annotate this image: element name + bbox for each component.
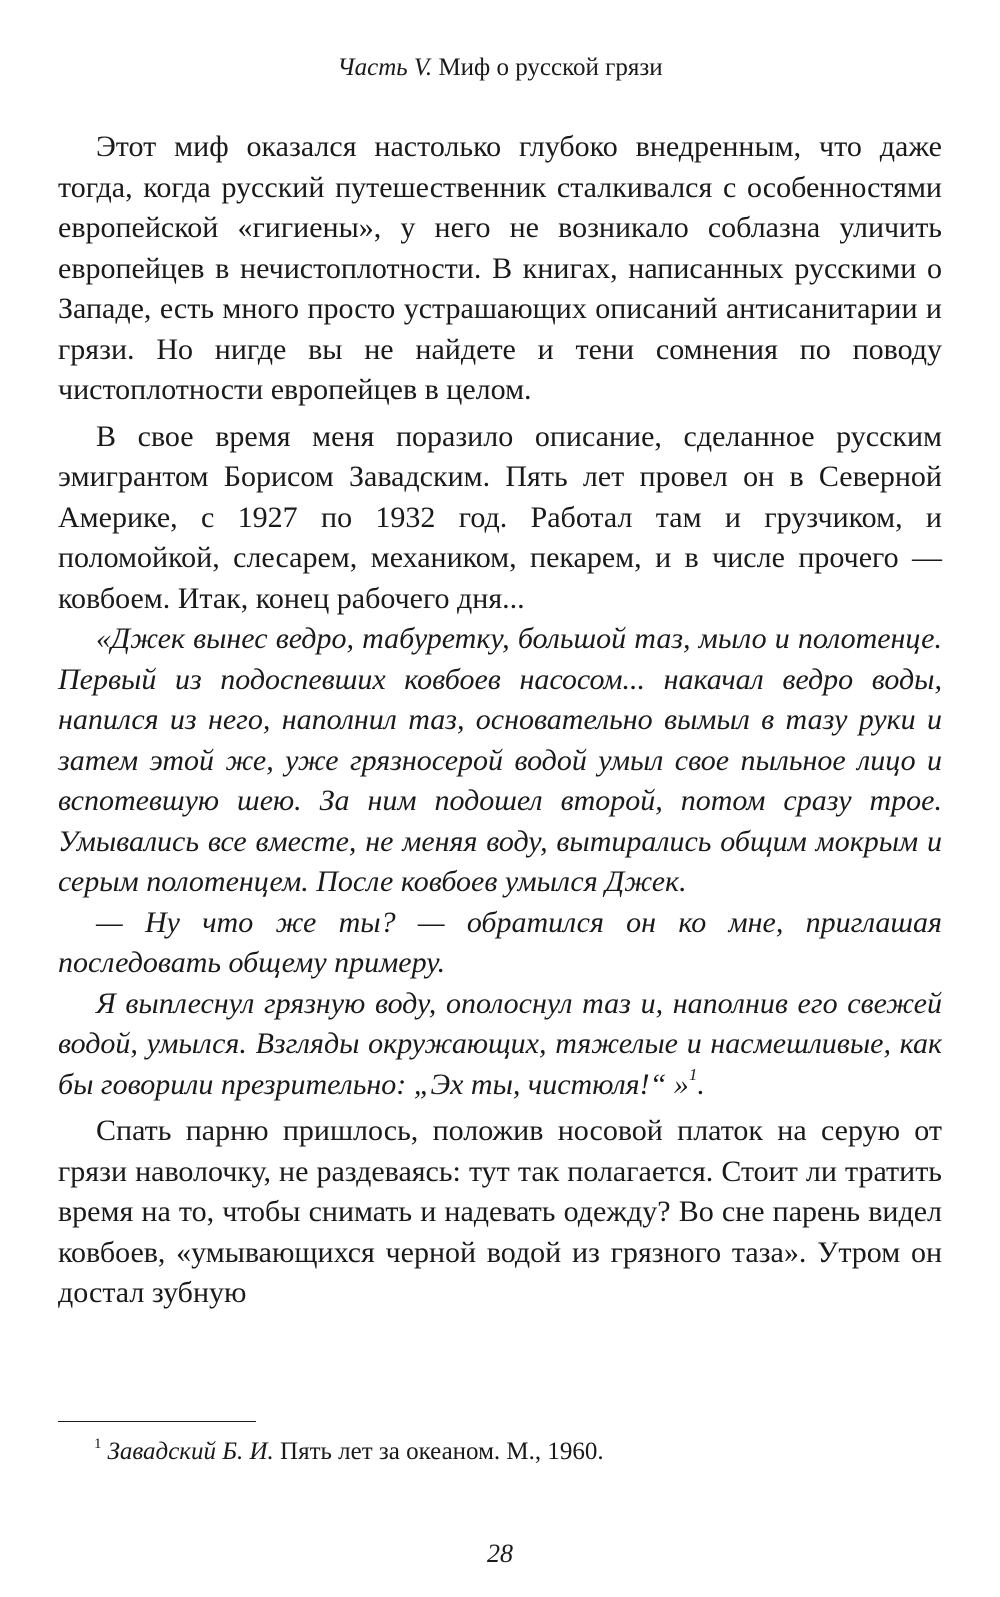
running-head bbox=[58, 52, 942, 84]
footnote bbox=[94, 1436, 604, 1468]
running-head-part: Часть V. bbox=[337, 54, 433, 81]
footnote-author: Завадский Б. И. bbox=[107, 1438, 274, 1465]
paragraph-3 bbox=[58, 1111, 942, 1314]
footnote-divider bbox=[58, 1421, 256, 1422]
quote-paragraph-1-text: «Джек вынес ведро, табуретку, большой таз, мыло и полотенце. Первый из подоспевших ковбоев насосом... накачал ведро воды, напился из него, наполнил таз, основательно вымыл в тазу руки и затем этой же, уже грязносерой водой умыл свое пыльное лицо и вспотевшую шею. За ним подошел второй, потом сразу трое. Умывались все вместе, не меняя воду, вытирались общим мокрым и серым полотенцем. После ковбоев умылся Джек. bbox=[58, 622, 942, 898]
page-number: 28 bbox=[487, 1539, 513, 1568]
body-text bbox=[58, 127, 942, 1314]
footnote-number: 1 bbox=[94, 1436, 102, 1452]
quote-paragraph-2-text: — Ну что же ты? — обратился он ко мне, приглашая последовать общему примеру. bbox=[58, 905, 942, 979]
paragraph-1 bbox=[58, 127, 942, 411]
quote-paragraph-1 bbox=[58, 619, 942, 903]
paragraph-3-text: Спать парню пришлось, положив носовой платок на серую от грязи наволочку, не раздеваясь: тут так полагается. Стоит ли тратить время на то, чтобы снимать и надевать одежду? Во сне парень видел ковбоев, «умывающихся черной водой из грязного таза». Утром он достал зубную bbox=[58, 1114, 942, 1309]
quote-paragraph-3: Я выплеснул грязную воду, ополоснул таз и, наполнив его свежей водой, умылся. Взгляды окружающих, тяжелые и насмешливые, как бы говорили презрительно: „Эх ты, чистюля!“ »$^1$. bbox=[58, 986, 942, 1101]
footnote-text: Пять лет за океаном. М., 1960. bbox=[280, 1438, 604, 1465]
footnote-reference: 1 bbox=[688, 1064, 698, 1084]
quote-paragraph-3-text: Я выплеснул грязную воду, ополоснул таз и, наполнив его свежей водой, умылся. Взгляды окружающих, тяжелые и насмешливые, как бы говорили презрительно: „Эх ты, чистюля!“ » bbox=[58, 986, 942, 1101]
quote-paragraph-2 bbox=[58, 903, 942, 984]
paragraph-2-text: В свое время меня поразило описание, сделанное русским эмигрантом Борисом Завадским. Пять лет провел он в Северной Америке, с 1927 по 1932 год. Работал там и грузчиком, и поломойкой, слесарем, механиком, пекарем, и в числе прочего — ковбоем. Итак, конец рабочего дня... bbox=[58, 419, 942, 615]
running-head-title: Миф о русской грязи bbox=[438, 54, 663, 81]
book-page bbox=[58, 0, 942, 1597]
paragraph-1-text: Этот миф оказался настолько глубоко внедренным, что даже тогда, когда русский путешественник сталкивался с особенностями европейской «гигиены», у него не возникало соблазна уличить европейцев в нечистоплотности. В книгах, написанных русскими о Западе, есть много просто устрашающих описаний антисанитарии и грязи. Но нигде вы не найдете и тени сомнения по поводу чистоплотности европейцев в целом. bbox=[58, 130, 942, 406]
paragraph-2 bbox=[58, 417, 942, 620]
